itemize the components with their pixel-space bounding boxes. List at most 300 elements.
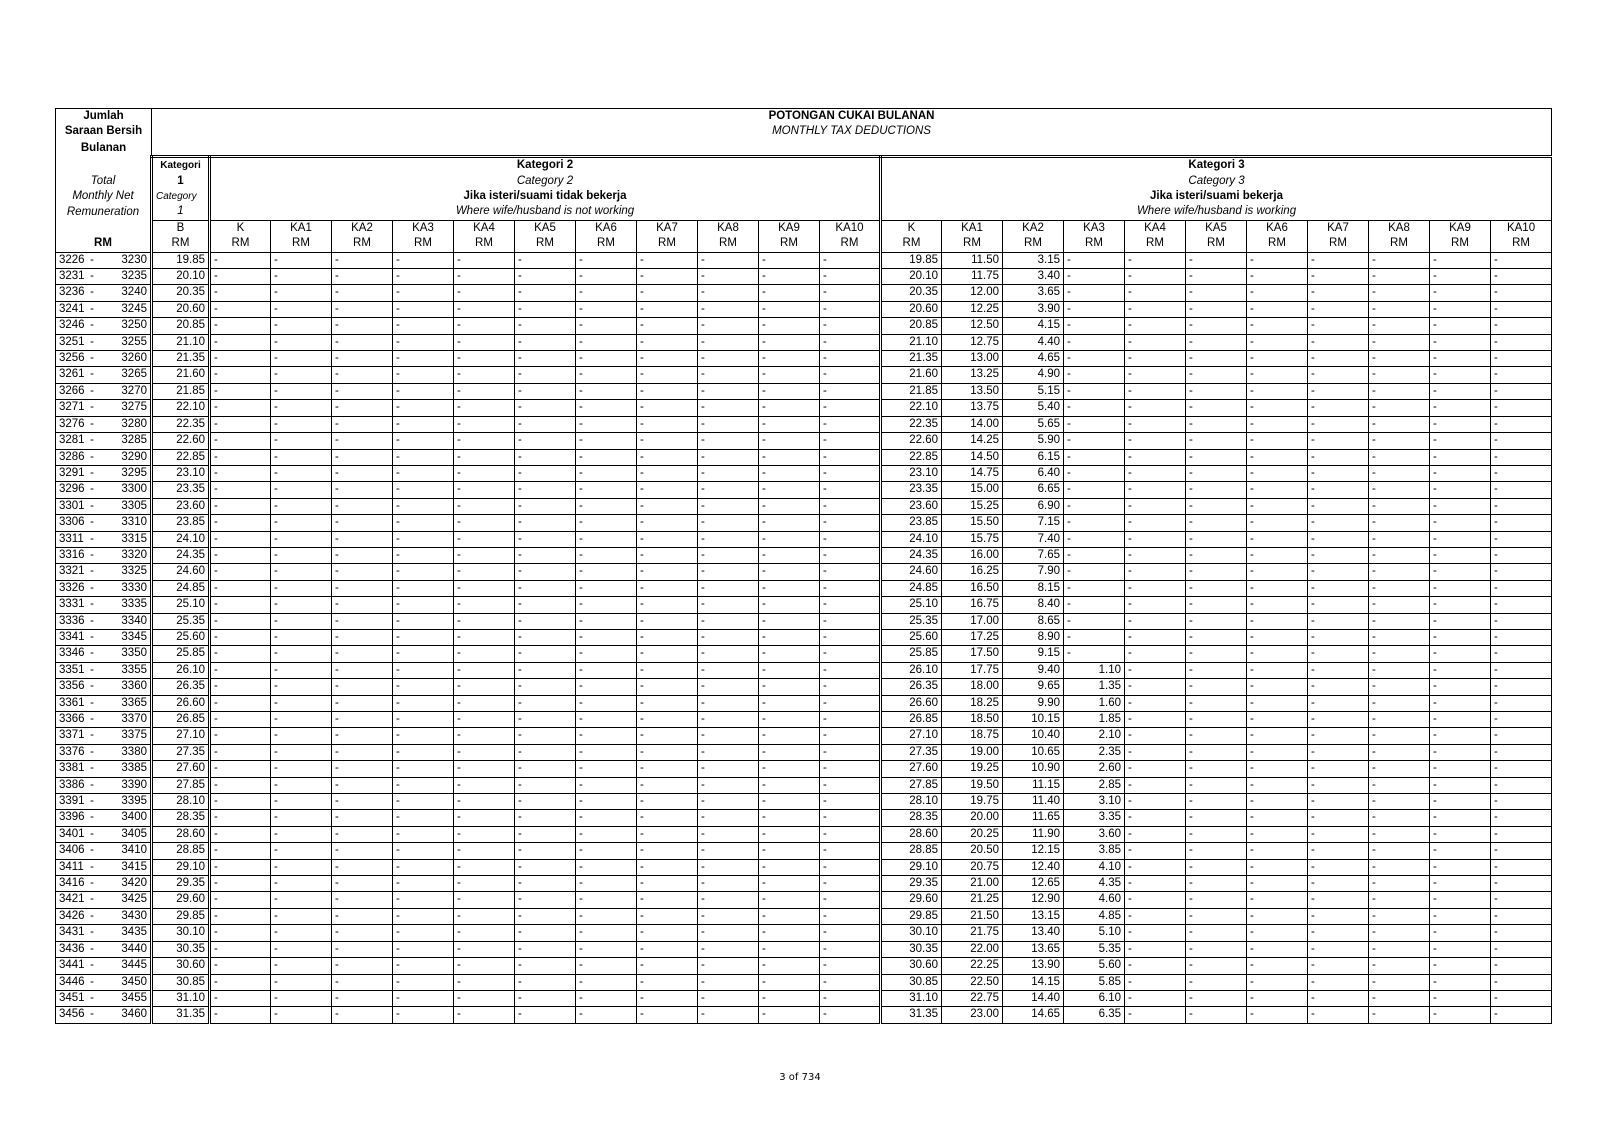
cat2-cell: - (820, 564, 881, 580)
range-low: 3386 (59, 778, 85, 791)
cat3-cell: - (1430, 662, 1491, 678)
cat3-cell: - (1430, 990, 1491, 1006)
cat2-cell: - (759, 695, 820, 711)
cat3-value: 3.85 (1064, 843, 1125, 859)
cat3-cell: - (1247, 794, 1308, 810)
cat3-cell: - (1186, 318, 1247, 334)
cat2-cell: - (698, 646, 759, 662)
cat3-cell: - (1308, 351, 1369, 367)
cat3-value: 22.85 (881, 449, 942, 465)
cat3-cell: - (1430, 515, 1491, 531)
range-low: 3231 (59, 270, 85, 283)
cat2-cell: - (393, 482, 454, 498)
cat2-cell: - (637, 400, 698, 416)
cat1-b-value: 20.85 (152, 318, 210, 334)
cat2-cell: - (698, 400, 759, 416)
cat3-cell: - (1491, 744, 1552, 760)
cat3-cell: - (1247, 498, 1308, 514)
range-separator: - (90, 975, 94, 988)
cat2-cell: - (454, 449, 515, 465)
cat2-cell: - (332, 400, 393, 416)
cat2-cell: - (332, 269, 393, 285)
table-row (56, 646, 1552, 662)
cat2-cell: - (576, 531, 637, 547)
cat3-cell: - (1369, 1007, 1430, 1023)
cat2-cell: - (393, 859, 454, 875)
cat2-cell: - (332, 597, 393, 613)
cat2-cell: - (515, 974, 576, 990)
cat3-value: 12.15 (1003, 843, 1064, 859)
cat2-cell: - (820, 252, 881, 268)
cat3-cell: - (1125, 990, 1186, 1006)
cat3-cell: - (1064, 269, 1125, 285)
cat3-cell: - (1308, 679, 1369, 695)
cat3-cell: - (1491, 482, 1552, 498)
cat1-b-value: 28.60 (152, 826, 210, 842)
cat2-cell: - (820, 859, 881, 875)
cat3-cell: - (1125, 383, 1186, 399)
cat2-cell: - (271, 564, 332, 580)
range-separator: - (90, 516, 94, 529)
cat2-cell: - (698, 777, 759, 793)
remuneration-range (56, 843, 152, 859)
cat2-cell: - (210, 334, 271, 350)
table-row (56, 301, 1552, 317)
cat3-value: 25.85 (881, 646, 942, 662)
cat3-cell: - (1186, 826, 1247, 842)
table-row (56, 482, 1552, 498)
table-row (56, 547, 1552, 563)
cat3-cell: - (1186, 843, 1247, 859)
cat3-value: 11.50 (942, 252, 1003, 268)
range-separator: - (90, 384, 94, 397)
cat3-value: 13.25 (942, 367, 1003, 383)
cat3-cell: - (1064, 515, 1125, 531)
cat3-cell: - (1125, 416, 1186, 432)
cat2-cell: - (515, 318, 576, 334)
cat3-cell: - (1186, 597, 1247, 613)
remuneration-range (56, 1007, 152, 1023)
range-separator: - (90, 417, 94, 430)
cat2-cell: - (393, 383, 454, 399)
range-low: 3401 (59, 827, 85, 840)
remuneration-range (56, 777, 152, 793)
cat3-value: 9.90 (1003, 695, 1064, 711)
cat3-value: 7.40 (1003, 531, 1064, 547)
cat2-cell: - (698, 580, 759, 596)
cat3-value: 16.00 (942, 547, 1003, 563)
cat2-cell: - (759, 580, 820, 596)
cat1-b-value: 28.85 (152, 843, 210, 859)
cat2-cell: - (271, 400, 332, 416)
range-high: 3415 (121, 860, 147, 873)
cat2-cell: - (820, 482, 881, 498)
cat2-cell: - (576, 580, 637, 596)
cat3-cell: - (1308, 498, 1369, 514)
cat2-cell: - (759, 383, 820, 399)
remuneration-range (56, 876, 152, 892)
cat2-cell: - (332, 301, 393, 317)
cat2-cell: - (393, 351, 454, 367)
cat2-cell: - (759, 908, 820, 924)
category-2-title: Kategori 2 (210, 157, 881, 174)
cat1-b-value: 31.35 (152, 1007, 210, 1023)
range-separator: - (90, 335, 94, 348)
cat2-cell: - (271, 1007, 332, 1023)
code-cat3-ka4: KA4 (1125, 220, 1186, 236)
table-row (56, 794, 1552, 810)
cat3-cell: - (1186, 908, 1247, 924)
cat2-cell: - (271, 547, 332, 563)
range-separator: - (90, 483, 94, 496)
remuneration-range (56, 334, 152, 350)
cat2-cell: - (210, 941, 271, 957)
cat2-cell: - (637, 252, 698, 268)
cat3-cell: - (1491, 498, 1552, 514)
remuneration-range (56, 826, 152, 842)
cat2-cell: - (637, 761, 698, 777)
cat3-value: 19.75 (942, 794, 1003, 810)
cat2-cell: - (698, 695, 759, 711)
range-separator: - (90, 696, 94, 709)
cat3-value: 3.40 (1003, 269, 1064, 285)
cat3-cell: - (1064, 629, 1125, 645)
code-cat3-ka10: KA10 (1491, 220, 1552, 236)
cat3-cell: - (1491, 465, 1552, 481)
cat2-cell: - (515, 515, 576, 531)
cat2-cell: - (576, 301, 637, 317)
range-separator: - (90, 844, 94, 857)
cat3-cell: - (1369, 892, 1430, 908)
cat3-cell: - (1125, 941, 1186, 957)
cat2-cell: - (698, 482, 759, 498)
cat3-value: 2.85 (1064, 777, 1125, 793)
cat2-cell: - (820, 646, 881, 662)
cat3-cell: - (1186, 695, 1247, 711)
cat3-cell: - (1491, 629, 1552, 645)
cat2-cell: - (637, 646, 698, 662)
unit-cat3-ka2: RM (1003, 236, 1064, 252)
table-row (56, 777, 1552, 793)
cat2-cell: - (759, 662, 820, 678)
cat3-cell: - (1186, 679, 1247, 695)
category-3-title-en: Category 3 (881, 174, 1552, 189)
cat2-cell: - (210, 908, 271, 924)
cat3-cell: - (1369, 662, 1430, 678)
cat2-cell: - (759, 925, 820, 941)
cat2-cell: - (210, 613, 271, 629)
unit-cat3-ka6: RM (1247, 236, 1308, 252)
cat3-cell: - (1369, 498, 1430, 514)
cat3-cell: - (1125, 646, 1186, 662)
cat2-cell: - (698, 990, 759, 1006)
unit-cat2-ka7: RM (637, 236, 698, 252)
cat2-cell: - (820, 498, 881, 514)
cat2-cell: - (637, 974, 698, 990)
cat3-value: 13.15 (1003, 908, 1064, 924)
cat3-cell: - (1491, 990, 1552, 1006)
range-low: 3371 (59, 729, 85, 742)
cat3-cell: - (1369, 744, 1430, 760)
cat3-cell: - (1064, 383, 1125, 399)
cat2-cell: - (210, 465, 271, 481)
remuneration-range (56, 662, 152, 678)
cat2-cell: - (637, 662, 698, 678)
range-high: 3240 (121, 286, 147, 299)
cat3-cell: - (1308, 547, 1369, 563)
range-separator: - (90, 778, 94, 791)
cat2-cell: - (637, 925, 698, 941)
cat3-cell: - (1125, 629, 1186, 645)
cat2-cell: - (576, 416, 637, 432)
cat3-value: 1.35 (1064, 679, 1125, 695)
cat2-cell: - (576, 892, 637, 908)
cat2-cell: - (759, 810, 820, 826)
range-separator: - (90, 368, 94, 381)
cat1-b-value: 26.60 (152, 695, 210, 711)
cat1-b-value: 25.85 (152, 646, 210, 662)
cat2-cell: - (332, 416, 393, 432)
cat2-cell: - (820, 597, 881, 613)
cat3-value: 12.65 (1003, 876, 1064, 892)
cat3-value: 20.25 (942, 826, 1003, 842)
cat3-cell: - (1247, 974, 1308, 990)
cat2-cell: - (271, 695, 332, 711)
remuneration-range (56, 613, 152, 629)
cat2-cell: - (698, 351, 759, 367)
unit-cat3-ka1: RM (942, 236, 1003, 252)
cat3-cell: - (1064, 498, 1125, 514)
cat1-b-value: 20.60 (152, 301, 210, 317)
range-high: 3265 (121, 368, 147, 381)
cat2-cell: - (332, 482, 393, 498)
cat2-cell: - (759, 547, 820, 563)
range-high: 3305 (121, 499, 147, 512)
cat3-value: 5.60 (1064, 958, 1125, 974)
unit-cat2-ka10: RM (820, 236, 881, 252)
cat3-value: 22.50 (942, 974, 1003, 990)
cat2-cell: - (454, 433, 515, 449)
cat2-cell: - (698, 269, 759, 285)
cat1-b-value: 23.85 (152, 515, 210, 531)
cat2-cell: - (393, 974, 454, 990)
cat2-cell: - (515, 695, 576, 711)
table-row (56, 252, 1552, 268)
cat2-cell: - (393, 613, 454, 629)
cat2-cell: - (332, 990, 393, 1006)
cat3-cell: - (1308, 269, 1369, 285)
code-cat2-ka5: KA5 (515, 220, 576, 236)
table-row (56, 433, 1552, 449)
cat2-cell: - (820, 810, 881, 826)
cat2-cell: - (759, 876, 820, 892)
cat3-cell: - (1308, 449, 1369, 465)
cat3-cell: - (1247, 744, 1308, 760)
remuneration-range (56, 761, 152, 777)
cat3-cell: - (1064, 351, 1125, 367)
cat3-value: 27.60 (881, 761, 942, 777)
cat3-value: 14.40 (1003, 990, 1064, 1006)
cat3-cell: - (1491, 974, 1552, 990)
cat3-value: 16.25 (942, 564, 1003, 580)
range-low: 3276 (59, 417, 85, 430)
cat3-value: 20.00 (942, 810, 1003, 826)
cat2-cell: - (454, 941, 515, 957)
cat3-value: 21.60 (881, 367, 942, 383)
cat3-value: 11.75 (942, 269, 1003, 285)
cat2-cell: - (759, 351, 820, 367)
cat2-cell: - (576, 383, 637, 399)
cat2-cell: - (393, 465, 454, 481)
remuneration-range (56, 646, 152, 662)
cat3-value: 24.35 (881, 547, 942, 563)
cat2-cell: - (698, 1007, 759, 1023)
cat3-cell: - (1247, 400, 1308, 416)
cat2-cell: - (637, 433, 698, 449)
cat2-cell: - (210, 580, 271, 596)
range-separator: - (90, 1008, 94, 1021)
cat2-cell: - (332, 958, 393, 974)
remuneration-range (56, 252, 152, 268)
table-row (56, 826, 1552, 842)
cat2-cell: - (820, 285, 881, 301)
code-cat2-ka3: KA3 (393, 220, 454, 236)
cat3-cell: - (1186, 613, 1247, 629)
cat3-cell: - (1247, 843, 1308, 859)
cat2-cell: - (210, 662, 271, 678)
cat2-cell: - (637, 941, 698, 957)
cat2-cell: - (576, 761, 637, 777)
unit-cat2-ka8: RM (698, 236, 759, 252)
cat3-cell: - (1247, 613, 1308, 629)
cat3-cell: - (1369, 383, 1430, 399)
cat3-cell: - (1491, 383, 1552, 399)
cat2-cell: - (759, 515, 820, 531)
range-low: 3226 (59, 253, 85, 266)
cat2-cell: - (271, 941, 332, 957)
cat3-cell: - (1247, 597, 1308, 613)
cat3-cell: - (1064, 613, 1125, 629)
cat2-cell: - (332, 252, 393, 268)
cat3-cell: - (1430, 859, 1491, 875)
cat2-cell: - (759, 433, 820, 449)
cat2-cell: - (454, 744, 515, 760)
cat3-cell: - (1491, 876, 1552, 892)
cat3-value: 3.35 (1064, 810, 1125, 826)
cat3-cell: - (1064, 318, 1125, 334)
cat2-cell: - (210, 826, 271, 842)
cat2-cell: - (454, 416, 515, 432)
cat3-cell: - (1491, 547, 1552, 563)
cat3-value: 14.00 (942, 416, 1003, 432)
cat3-value: 20.10 (881, 269, 942, 285)
cat3-cell: - (1491, 794, 1552, 810)
cat2-cell: - (393, 367, 454, 383)
cat2-cell: - (393, 761, 454, 777)
cat3-cell: - (1430, 498, 1491, 514)
cat3-cell: - (1186, 498, 1247, 514)
cat2-cell: - (454, 712, 515, 728)
cat2-cell: - (637, 597, 698, 613)
range-separator: - (90, 762, 94, 775)
cat2-cell: - (454, 531, 515, 547)
cat2-cell: - (210, 351, 271, 367)
table-row (56, 958, 1552, 974)
cat2-cell: - (637, 859, 698, 875)
cat3-cell: - (1186, 990, 1247, 1006)
tax-deduction-table (55, 108, 1552, 1024)
cat3-cell: - (1125, 662, 1186, 678)
cat3-value: 7.65 (1003, 547, 1064, 563)
cat2-cell: - (820, 695, 881, 711)
cat3-value: 9.15 (1003, 646, 1064, 662)
range-high: 3300 (121, 483, 147, 496)
cat3-cell: - (1186, 515, 1247, 531)
range-separator: - (90, 270, 94, 283)
cat2-cell: - (759, 679, 820, 695)
cat3-cell: - (1430, 712, 1491, 728)
code-cat3-ka6: KA6 (1247, 220, 1308, 236)
cat2-cell: - (637, 958, 698, 974)
cat3-value: 27.35 (881, 744, 942, 760)
cat3-value: 22.75 (942, 990, 1003, 1006)
cat2-cell: - (271, 433, 332, 449)
cat3-cell: - (1491, 367, 1552, 383)
cat2-cell: - (454, 547, 515, 563)
cat2-cell: - (698, 285, 759, 301)
code-cat2-ka2: KA2 (332, 220, 393, 236)
remuneration-range (56, 892, 152, 908)
cat3-cell: - (1186, 400, 1247, 416)
cat2-cell: - (820, 400, 881, 416)
range-separator: - (90, 663, 94, 676)
cat2-cell: - (210, 990, 271, 1006)
cat3-cell: - (1491, 728, 1552, 744)
cat2-cell: - (271, 859, 332, 875)
cat2-cell: - (698, 613, 759, 629)
cat3-cell: - (1186, 383, 1247, 399)
cat2-cell: - (393, 695, 454, 711)
cat3-value: 14.75 (942, 465, 1003, 481)
cat2-cell: - (759, 564, 820, 580)
cat3-cell: - (1186, 531, 1247, 547)
remuneration-range (56, 580, 152, 596)
remuneration-range (56, 301, 152, 317)
range-separator: - (90, 614, 94, 627)
cat3-cell: - (1125, 908, 1186, 924)
cat2-cell: - (210, 646, 271, 662)
cat2-cell: - (393, 908, 454, 924)
cat3-cell: - (1369, 629, 1430, 645)
cat3-cell: - (1308, 728, 1369, 744)
remuneration-range (56, 958, 152, 974)
cat3-cell: - (1308, 465, 1369, 481)
cat2-cell: - (332, 744, 393, 760)
cat3-cell: - (1430, 334, 1491, 350)
remuneration-range (56, 794, 152, 810)
cat3-cell: - (1186, 351, 1247, 367)
cat2-cell: - (759, 712, 820, 728)
cat3-cell: - (1491, 843, 1552, 859)
unit-cat3-k: RM (881, 236, 942, 252)
cat3-cell: - (1247, 285, 1308, 301)
cat3-cell: - (1491, 958, 1552, 974)
cat3-cell: - (1369, 580, 1430, 596)
cat3-cell: - (1491, 269, 1552, 285)
cat2-cell: - (210, 482, 271, 498)
cat3-cell: - (1369, 826, 1430, 842)
cat3-value: 25.10 (881, 597, 942, 613)
